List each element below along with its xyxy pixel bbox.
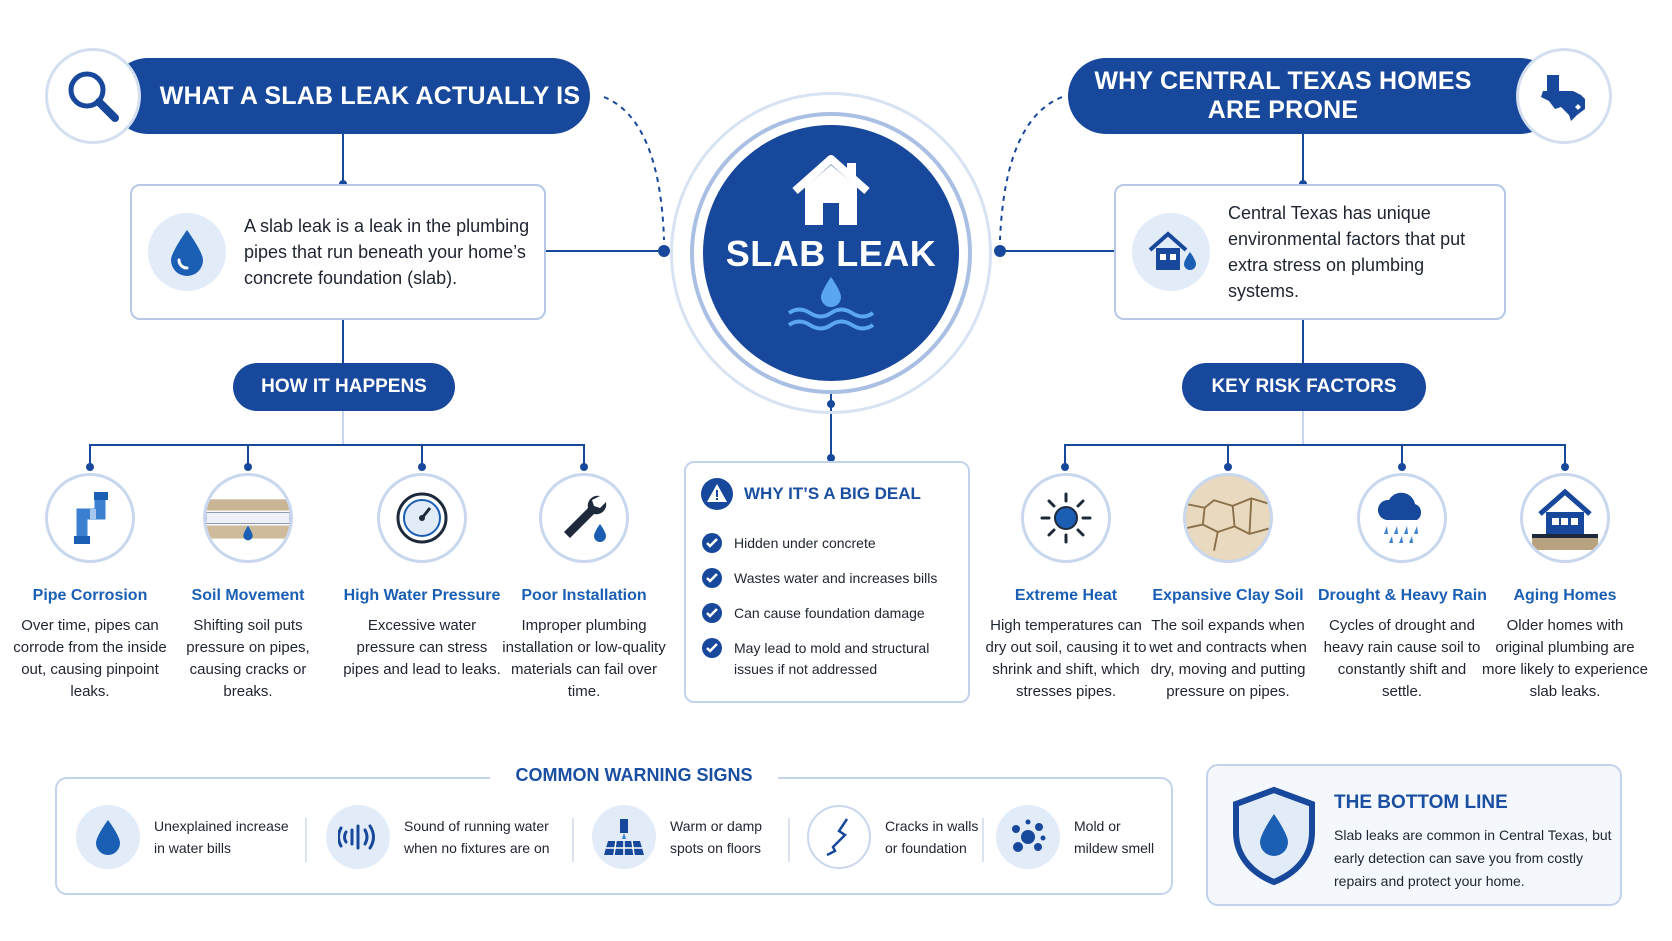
factor-soil-movement (164, 473, 332, 703)
magnifier-icon (45, 48, 141, 144)
factor-title: Expansive Clay Soil (1152, 587, 1304, 604)
list-item-text: Wastes water and increases bills (734, 570, 938, 586)
warning-sign-text: Unexplained increase in water bills (154, 818, 289, 856)
factor-desc: Older homes with original plumbing are more likely to experience slab leaks. (1482, 617, 1648, 700)
cracked-soil-icon (1183, 473, 1273, 563)
warning-sign-text: Cracks in walls or foundation (885, 818, 979, 856)
texas-factors-card (1114, 184, 1506, 320)
bottom-line-title: THE BOTTOM LINE (1334, 792, 1508, 813)
pipe-icon (45, 473, 135, 563)
definition-text: A slab leak is a leak in the plumbing pipes that run beneath your home’s concrete foundation (slab). (244, 216, 530, 288)
factor-desc: Cycles of drought and heavy rain cause soil to constantly shift and settle. (1323, 617, 1481, 700)
factor-pipe-corrosion (6, 473, 174, 703)
texas-icon (1516, 48, 1612, 144)
warning-sign-text: Mold or mildew smell (1074, 818, 1155, 856)
factor-title: Aging Homes (1513, 587, 1617, 604)
water-drop-icon (76, 805, 140, 869)
warning-sign-warm-spots (592, 805, 774, 869)
factor-desc: Improper plumbing installation or low-quality materials can fail over time. (502, 617, 666, 700)
factor-title: High Water Pressure (343, 587, 501, 604)
check-icon (702, 638, 722, 658)
warning-sign-text: Sound of running water when no fixtures are on (404, 818, 550, 856)
factor-aging-homes (1481, 473, 1649, 703)
home-icon (1132, 213, 1210, 291)
list-item-text: Hidden under concrete (734, 535, 876, 551)
rain-cloud-icon (1357, 473, 1447, 563)
warning-sign-text: Warm or damp spots on floors (670, 818, 763, 856)
pressure-gauge-icon (377, 473, 467, 563)
center-badge (703, 125, 959, 381)
list-item (702, 533, 964, 554)
big-deal-title: WHY IT’S A BIG DEAL (744, 484, 921, 503)
factor-desc: High temperatures can dry out soil, causing it to shrink and shift, which stresses pipes. (985, 617, 1147, 700)
center-title: SLAB LEAK (725, 233, 937, 274)
factor-poor-installation (500, 473, 668, 703)
left-banner-title: WHAT A SLAB LEAK ACTUALLY IS (159, 81, 581, 110)
factor-high-water-pressure (338, 473, 506, 681)
warning-sign-cracks (807, 805, 981, 869)
water-drop-icon (148, 213, 226, 291)
factor-desc: Shifting soil puts pressure on pipes, causing cracks or breaks. (186, 617, 310, 700)
key-risk-factors-label: KEY RISK FACTORS (1211, 376, 1397, 397)
factor-title: Extreme Heat (1014, 587, 1118, 604)
factor-extreme-heat (982, 473, 1150, 703)
factor-desc: The soil expands when wet and contracts when dry, moving and putting pressure on pipes. (1149, 617, 1307, 700)
warm-floor-icon (592, 805, 656, 869)
factor-title: Poor Installation (521, 587, 647, 604)
list-item (702, 638, 964, 680)
right-banner (1068, 58, 1558, 134)
how-it-happens-pill (233, 363, 455, 411)
list-item-text: May lead to mold and structural issues if not addressed (734, 640, 930, 677)
factor-title: Drought & Heavy Rain (1318, 587, 1487, 604)
factor-title: Soil Movement (191, 587, 305, 604)
house-icon (789, 153, 873, 229)
factor-desc: Excessive water pressure can stress pipes and lead to leaks. (343, 617, 501, 678)
big-deal-box (684, 461, 970, 703)
check-icon (702, 603, 722, 623)
divider (982, 818, 984, 862)
check-icon (702, 533, 722, 553)
warning-sign-running-water (326, 805, 564, 869)
warning-sign-mold (996, 805, 1166, 869)
check-icon (702, 568, 722, 588)
bottom-line-box (1206, 764, 1622, 906)
soil-pipe-icon (203, 473, 293, 563)
how-it-happens-label: HOW IT HAPPENS (261, 376, 427, 397)
list-item (702, 568, 964, 589)
sound-waves-icon (326, 805, 390, 869)
right-banner-title: WHY CENTRAL TEXAS HOMES ARE PRONE (1094, 67, 1472, 124)
bottom-line-text: Slab leaks are common in Central Texas, but early detection can save you from costly repairs and protect your home. (1334, 827, 1612, 889)
sun-icon (1021, 473, 1111, 563)
divider (305, 818, 307, 862)
warning-signs-title: COMMON WARNING SIGNS (490, 765, 778, 786)
texas-factors-text: Central Texas has unique environmental factors that put extra stress on plumbing systems. (1228, 203, 1466, 301)
big-deal-header (700, 477, 921, 511)
factor-title: Pipe Corrosion (32, 587, 148, 604)
big-deal-list (702, 533, 964, 694)
list-item-text: Can cause foundation damage (734, 605, 925, 621)
left-banner (110, 58, 590, 134)
wrench-icon (539, 473, 629, 563)
shield-drop-icon (1230, 786, 1318, 886)
divider (788, 818, 790, 862)
divider (572, 818, 574, 862)
factor-expansive-clay-soil (1144, 473, 1312, 703)
mold-icon (996, 805, 1060, 869)
definition-card (130, 184, 546, 320)
old-house-icon (1520, 473, 1610, 563)
factor-drought-heavy-rain (1318, 473, 1486, 703)
key-risk-factors-pill (1182, 363, 1426, 411)
list-item (702, 603, 964, 624)
warning-sign-water-bills (76, 805, 296, 869)
factor-desc: Over time, pipes can corrode from the inside out, causing pinpoint leaks. (13, 617, 167, 700)
water-waves-icon (783, 275, 879, 337)
crack-icon (807, 805, 871, 869)
warning-icon (700, 477, 734, 511)
